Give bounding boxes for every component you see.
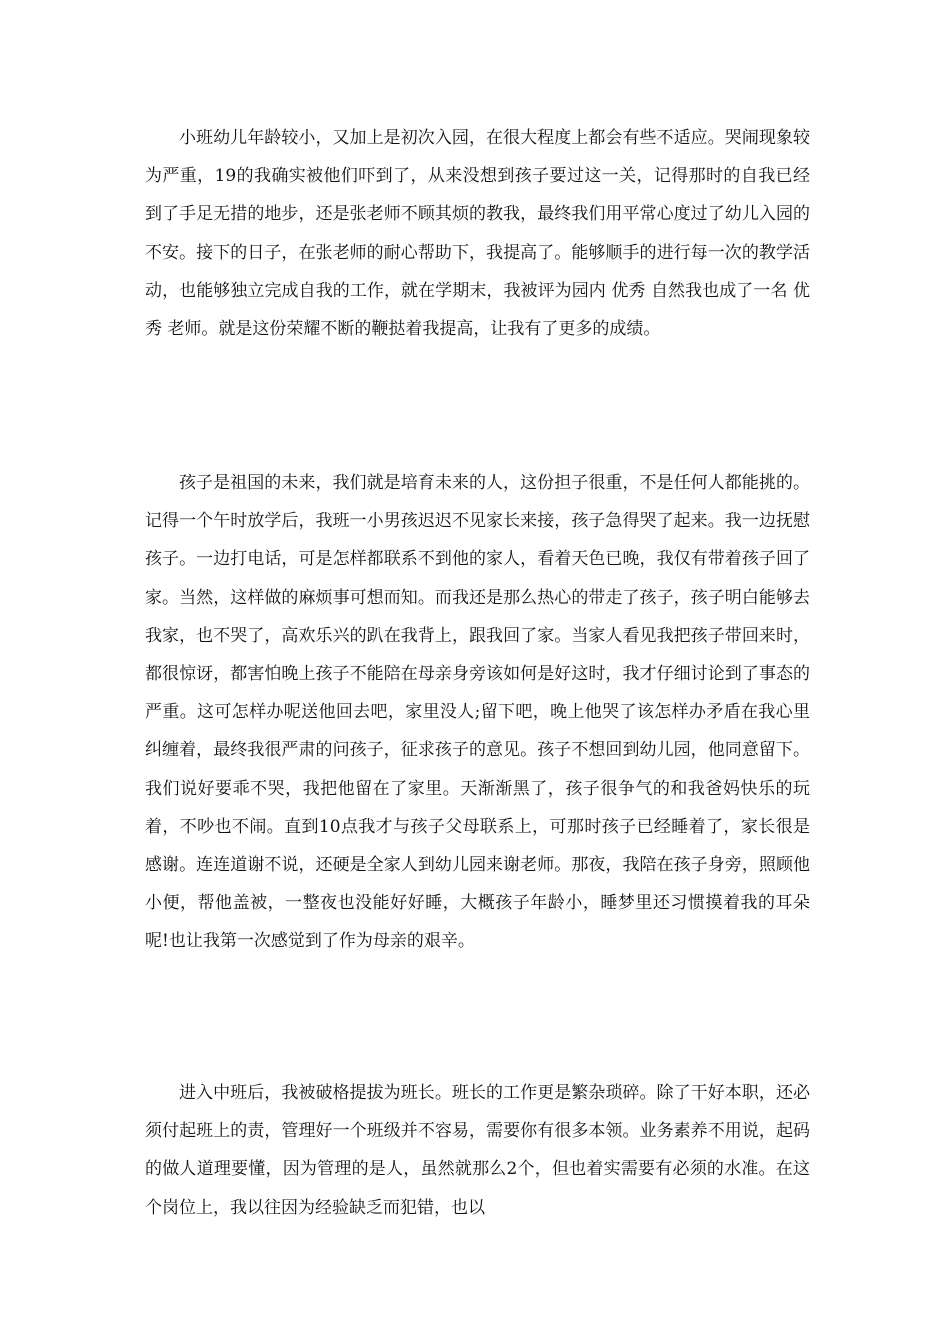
paragraph-2: 孩子是祖国的未来，我们就是培育未来的人，这份担子很重，不是任何人都能挑的。记得一个午时放学后，我班一小男孩迟迟不见家长来接，孩子急得哭了起来。我一边抚慰孩子。一边打电话，可是怎样都联系不到他的家人，看着天色已晚，我仅有带着孩子回了家。当然，这样做的麻烦事可想而知。而我还是那么热心的带走了孩子，孩子明白能够去我家，也不哭了，高欢乐兴的趴在我背上，跟我回了家。当家人看见我把孩子带回来时，都很惊讶，都害怕晚上孩子不能陪在母亲身旁该如何是好这时，我才仔细讨论到了事态的严重。这可怎样办呢送他回去吧，家里没人;留下吧，晚上他哭了该怎样办矛盾在我心里纠缠着，最终我很严肃的问孩子，征求孩子的意见。孩子不想回到幼儿园，他同意留下。我们说好要乖不哭，我把他留在了家里。天渐渐黑了，孩子很争气的和我爸妈快乐的玩着，不吵也不闹。直到10点我才与孩子父母联系上，可那时孩子已经睡着了，家长很是感谢。连连道谢不说，还硬是全家人到幼儿园来谢老师。那夜，我陪在孩子身旁，照顾他小便，帮他盖被，一整夜也没能好好睡，大概孩子年龄小，睡梦里还习惯摸着我的耳朵呢!也让我第一次感觉到了作为母亲的艰辛。	[145, 473, 810, 952]
paragraph-1: 小班幼儿年龄较小，又加上是初次入园，在很大程度上都会有些不适应。哭闹现象较为严重，19的我确实被他们吓到了，从来没想到孩子要过这一关，记得那时的自我已经到了手足无措的地步，还是张老师不顾其烦的教我，最终我们用平常心度过了幼儿入园的不安。接下的日子，在张老师的耐心帮助下，我提高了。能够顺手的进行每一次的教学活动，也能够独立完成自我的工作，就在学期末，我被评为园内 优秀 自然我也成了一名 优秀 老师。就是这份荣耀不断的鞭挞着我提高，让我有了更多的成绩。	[145, 128, 810, 340]
paragraph-3: 进入中班后，我被破格提拔为班长。班长的工作更是繁杂琐碎。除了干好本职，还必须付起班上的责，管理好一个班级并不容易，需要你有很多本领。业务素养不用说，起码的做人道理要懂，因为管理的是人，虽然就那么2个，但也着实需要有必须的水准。在这个岗位上，我以往因为经验缺乏而犯错，也以	[145, 1083, 810, 1218]
